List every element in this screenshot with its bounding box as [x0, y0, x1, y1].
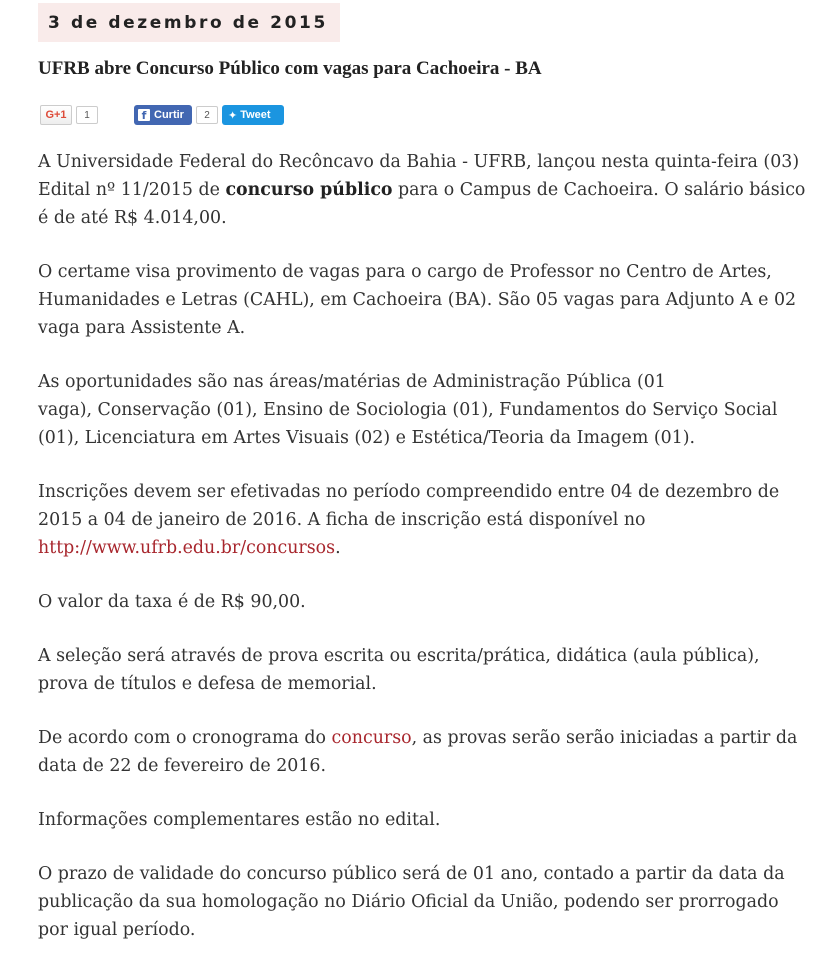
paragraph-areas	[38, 368, 810, 452]
facebook-like-count: 2	[196, 106, 218, 124]
google-plus-button[interactable]	[40, 105, 72, 125]
post-date: 3 de dezembro de 2015	[48, 12, 328, 33]
post-title[interactable]: UFRB abre Concurso Público com vagas para Cachoeira - BA	[38, 58, 542, 79]
facebook-like-button[interactable]	[134, 105, 192, 125]
date-header	[38, 3, 340, 42]
tweet-label: Tweet	[240, 109, 271, 121]
ufrb-concursos-link[interactable]: http://www.ufrb.edu.br/concursos	[38, 538, 336, 558]
paragraph-validity: O prazo de validade do concurso público será de 01 ano, contado a partir da data da publicação da sua homologação no Diário Oficial da União, podendo ser prorrogado por igual período.	[38, 864, 785, 940]
twitter-bird-icon: ✦	[228, 108, 238, 122]
google-plus-count: 1	[76, 106, 98, 124]
facebook-icon: f	[138, 109, 150, 121]
paragraph-text: , as provas serão serão iniciadas a partir da data de 22 de fevereiro de 2016.	[38, 728, 798, 776]
paragraph-text: As oportunidades são nas áreas/matérias de Administração Pública (01	[38, 372, 666, 392]
paragraph-fee: O valor da taxa é de R$ 90,00.	[38, 592, 306, 612]
tweet-button[interactable]	[222, 105, 284, 125]
paragraph-registration	[38, 478, 810, 562]
post-body	[38, 148, 810, 970]
google-plus-icon: G+1	[45, 109, 67, 121]
paragraph-info: Informações complementares estão no edital.	[38, 810, 441, 830]
paragraph-text: .	[335, 538, 341, 558]
share-buttons	[38, 105, 338, 125]
paragraph-vacancies: O certame visa provimento de vagas para o cargo de Professor no Centro de Artes, Humanidades e Letras (CAHL), em Cachoeira (BA). São 05 vagas para Adjunto A e 02 vaga para Assistente A.	[38, 262, 797, 338]
concurso-link[interactable]: concurso	[331, 728, 412, 748]
bold-keyword: concurso público	[225, 180, 393, 200]
paragraph-intro	[38, 148, 810, 232]
paragraph-text: vaga), Conservação (01), Ensino de Sociologia (01), Fundamentos do Serviço Social (01), Licenciatura em Artes Visuais (02) e Estética/Teoria da Imagem (01).	[38, 400, 778, 448]
paragraph-text: para o Campus de Cachoeira. O salário básico é de até R$ 4.014,00.	[38, 180, 806, 228]
paragraph-selection: A seleção será através de prova escrita ou escrita/prática, didática (aula pública), prova de títulos e defesa de memorial.	[38, 646, 760, 694]
paragraph-text: A Universidade Federal do Recôncavo da Bahia - UFRB, lançou nesta quinta-feira (03) Edital nº 11/2015 de	[38, 152, 800, 200]
paragraph-schedule	[38, 724, 810, 780]
facebook-like-label: Curtir	[154, 109, 184, 121]
paragraph-text: De acordo com o cronograma do	[38, 728, 332, 748]
paragraph-text: Inscrições devem ser efetivadas no período compreendido entre 04 de dezembro de 2015 a 04 de janeiro de 2016. A ficha de inscrição está disponível no	[38, 482, 780, 530]
